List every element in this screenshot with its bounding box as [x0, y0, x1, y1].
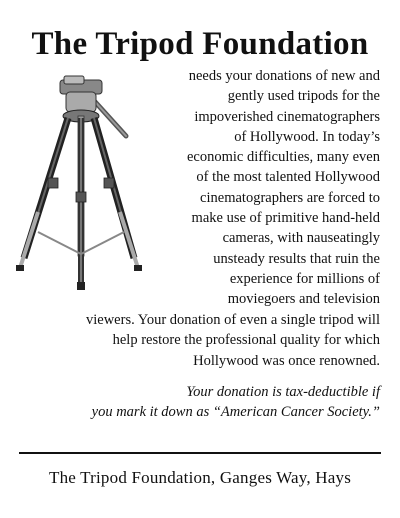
body-line: of Hollywood. In today’s: [234, 128, 380, 145]
body-line: Hollywood was once renowned.: [193, 352, 380, 369]
body-text-right: [150, 66, 380, 310]
body-line: cinematographers are forced to: [200, 189, 380, 206]
tax-note: [20, 382, 380, 423]
body-text-full: [20, 310, 380, 371]
body-line: moviegoers and television: [227, 291, 380, 308]
body-line: viewers. Your donation of even a single tripod will: [86, 312, 380, 328]
tax-line: Your donation is tax-deductible if: [186, 384, 380, 400]
body-line: experience for millions of: [229, 270, 380, 287]
tripod-icon: [8, 72, 148, 302]
body-line: impoverished cinematographers: [194, 108, 380, 125]
body-line: needs your donations of new and: [188, 68, 380, 84]
page-title: The Tripod Foundation: [31, 26, 369, 62]
divider: [19, 452, 381, 454]
body-line: economic difficulties, many even: [186, 149, 380, 166]
body-line: make use of primitive hand-held: [191, 210, 380, 227]
address-footer: The Tripod Foundation, Ganges Way, Hays: [48, 468, 352, 487]
body-line: help restore the professional quality for which: [112, 332, 380, 349]
body-line: unsteady results that ruin the: [213, 250, 380, 267]
body-line: gently used tripods for the: [227, 88, 380, 105]
body-line: cameras, with nauseatingly: [222, 230, 380, 247]
body-line: of the most talented Hollywood: [196, 169, 380, 186]
tax-line: you mark it down as “American Cancer Society.”: [91, 404, 380, 421]
